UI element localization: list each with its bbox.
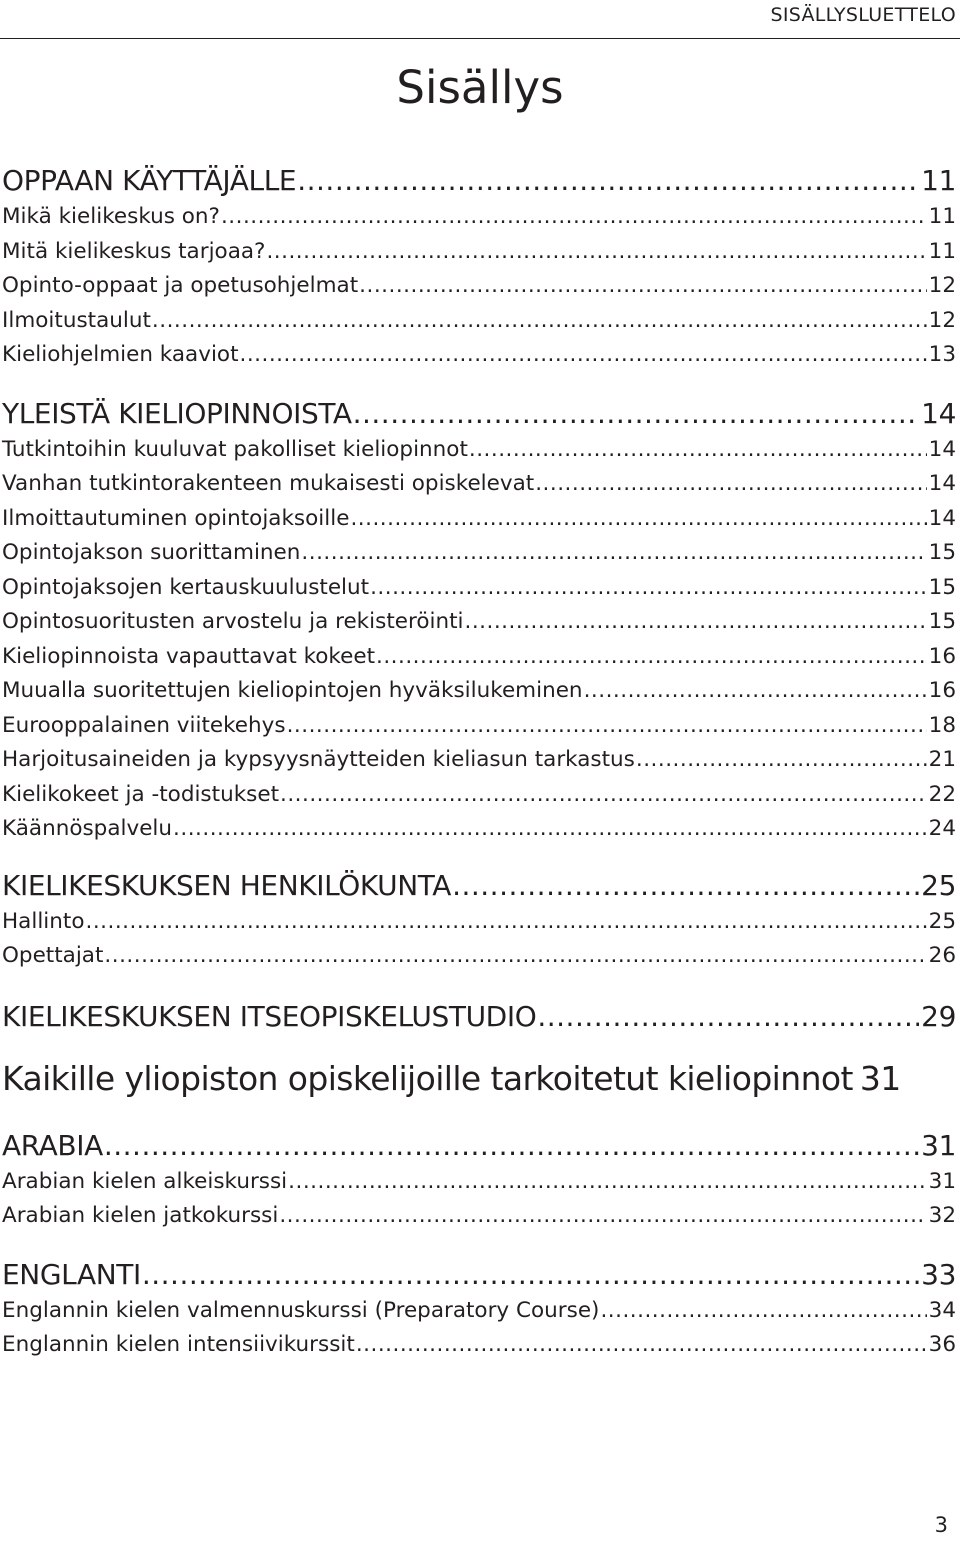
toc-page-number: 14 bbox=[928, 505, 956, 531]
toc-page-number: 16 bbox=[928, 678, 956, 703]
section-spacer bbox=[2, 1036, 956, 1056]
toc-heading-text: ENGLANTI bbox=[2, 1257, 141, 1291]
leader-dots bbox=[288, 1165, 926, 1200]
section-spacer bbox=[2, 847, 956, 867]
toc-entry[interactable] bbox=[2, 1328, 956, 1363]
toc-entry-text: Vanhan tutkintorakenteen mukaisesti opiskelevat bbox=[2, 471, 535, 496]
leader-dots bbox=[370, 571, 927, 606]
page-title: Sisällys bbox=[396, 61, 564, 114]
leader-dots bbox=[173, 812, 927, 847]
toc-entry[interactable] bbox=[2, 605, 956, 640]
section-spacer bbox=[2, 974, 956, 998]
leader-dots bbox=[142, 1256, 919, 1294]
toc-entry[interactable] bbox=[2, 743, 956, 778]
leader-dots bbox=[376, 640, 927, 675]
toc-entry-text: Hallinto bbox=[2, 908, 85, 934]
leader-dots bbox=[104, 1127, 919, 1165]
toc-entry-text: Opinto-oppaat ja opetusohjelmat bbox=[2, 273, 359, 298]
toc-heading-text: YLEISTÄ KIELIOPINNOISTA bbox=[2, 396, 352, 430]
toc-page-number: 29 bbox=[921, 999, 956, 1033]
toc-entry-text: Eurooppalainen viitekehys bbox=[2, 712, 286, 738]
toc-part-heading[interactable] bbox=[2, 1056, 956, 1102]
leader-dots bbox=[301, 536, 926, 571]
toc-entry[interactable] bbox=[2, 812, 956, 847]
toc-section-oppaan-kayttajalle bbox=[2, 162, 956, 373]
toc-entry[interactable] bbox=[2, 467, 956, 502]
toc-page-number: 14 bbox=[928, 436, 956, 462]
toc-entry-text: Ilmoitustaulut bbox=[2, 307, 151, 333]
toc-entry[interactable] bbox=[2, 1199, 956, 1234]
toc-heading[interactable] bbox=[2, 1256, 956, 1294]
toc-entry[interactable] bbox=[2, 905, 956, 940]
toc-entry-text: Opintojakson suorittaminen bbox=[2, 540, 301, 565]
toc-page-number: 13 bbox=[928, 342, 956, 367]
toc-page-number: 15 bbox=[928, 609, 956, 634]
toc-page-number: 22 bbox=[928, 781, 956, 807]
toc-entry[interactable] bbox=[2, 674, 956, 709]
toc-heading-text: KIELIKESKUKSEN HENKILÖKUNTA bbox=[2, 868, 452, 902]
toc-page-number: 24 bbox=[928, 816, 956, 841]
leader-dots bbox=[584, 674, 927, 709]
toc-entry-text: Tutkintoihin kuuluvat pakolliset kieliopinnot bbox=[2, 436, 468, 462]
leader-dots bbox=[287, 709, 927, 744]
leader-dots bbox=[452, 867, 919, 905]
leader-dots bbox=[221, 200, 927, 235]
toc-page-number: 34 bbox=[928, 1297, 956, 1323]
toc-page-number: 16 bbox=[928, 643, 956, 669]
toc-section-henkilokunta bbox=[2, 867, 956, 974]
toc-heading[interactable] bbox=[2, 162, 956, 200]
leader-dots bbox=[636, 743, 927, 778]
toc-entry[interactable] bbox=[2, 1294, 956, 1329]
toc-entry[interactable] bbox=[2, 778, 956, 813]
toc-page-number: 12 bbox=[928, 307, 956, 333]
leader-dots bbox=[152, 304, 927, 339]
toc-entry[interactable] bbox=[2, 709, 956, 744]
toc-page-number: 15 bbox=[928, 574, 956, 600]
toc-entry-text: Englannin kielen valmennuskurssi (Preparatory Course) bbox=[2, 1297, 600, 1323]
section-spacer bbox=[2, 1102, 956, 1127]
leader-dots bbox=[279, 1199, 926, 1234]
toc-heading-text: ARABIA bbox=[2, 1128, 103, 1162]
page-number: 3 bbox=[934, 1513, 948, 1537]
leader-dots bbox=[104, 939, 926, 974]
section-spacer bbox=[2, 373, 956, 395]
toc-heading[interactable] bbox=[2, 1127, 956, 1165]
toc-page-number: 11 bbox=[928, 238, 956, 264]
leader-dots bbox=[465, 605, 927, 640]
toc-entry-text: Ilmoittautuminen opintojaksoille bbox=[2, 505, 350, 531]
toc-page-number: 14 bbox=[921, 396, 956, 430]
toc-entry-text: Opintojaksojen kertauskuulustelut bbox=[2, 574, 370, 600]
toc-page-number: 25 bbox=[921, 868, 956, 902]
toc-entry-text: Mikä kielikeskus on? bbox=[2, 204, 220, 229]
toc-page-number: 26 bbox=[928, 943, 956, 968]
leader-dots bbox=[240, 338, 927, 373]
toc-entry-text: Kieliohjelmien kaaviot bbox=[2, 342, 239, 367]
toc-page-number: 11 bbox=[921, 164, 956, 197]
leader-dots bbox=[280, 778, 927, 813]
toc-entry-text: Harjoitusaineiden ja kypsyysnäytteiden kieliasun tarkastus bbox=[2, 747, 635, 772]
toc-entry[interactable] bbox=[2, 433, 956, 468]
toc-section-englanti bbox=[2, 1256, 956, 1363]
toc-entry-text: Mitä kielikeskus tarjoaa? bbox=[2, 238, 266, 264]
toc-entry[interactable] bbox=[2, 536, 956, 571]
table-of-contents bbox=[2, 162, 956, 1363]
toc-entry[interactable] bbox=[2, 502, 956, 537]
toc-entry-text: Muualla suoritettujen kieliopintojen hyväksilukeminen bbox=[2, 678, 583, 703]
toc-entry[interactable] bbox=[2, 1165, 956, 1200]
toc-entry-text: Kielikokeet ja -todistukset bbox=[2, 781, 280, 807]
running-head: SISÄLLYSLUETTELO bbox=[770, 4, 956, 26]
leader-dots bbox=[359, 269, 926, 304]
toc-entry[interactable] bbox=[2, 338, 956, 373]
toc-page-number: 15 bbox=[928, 540, 956, 565]
toc-heading-text: OPPAAN KÄYTTÄJÄLLE bbox=[2, 164, 297, 197]
toc-entry[interactable] bbox=[2, 640, 956, 675]
leader-dots bbox=[356, 1328, 927, 1363]
toc-entry-text: Opettajat bbox=[2, 943, 104, 968]
section-spacer bbox=[2, 1234, 956, 1256]
toc-entry[interactable] bbox=[2, 235, 956, 270]
toc-page-number: 32 bbox=[928, 1203, 956, 1228]
toc-page-number: 18 bbox=[928, 712, 956, 738]
toc-section-itseopiskelustudio bbox=[2, 998, 956, 1036]
toc-entry[interactable] bbox=[2, 304, 956, 339]
leader-dots bbox=[537, 998, 919, 1036]
leader-dots bbox=[297, 162, 919, 200]
toc-entry[interactable] bbox=[2, 200, 956, 235]
toc-entry-text: Käännöspalvelu bbox=[2, 816, 173, 841]
header-rule bbox=[0, 38, 960, 39]
toc-entry-text: Arabian kielen jatkokurssi bbox=[2, 1203, 279, 1228]
leader-dots bbox=[85, 905, 926, 940]
leader-dots bbox=[600, 1294, 926, 1329]
toc-page-number: 14 bbox=[928, 471, 956, 496]
toc-section-arabia bbox=[2, 1127, 956, 1234]
toc-page-number: 33 bbox=[921, 1257, 956, 1291]
toc-page-number: 31 bbox=[928, 1168, 956, 1194]
toc-entry-text: Opintosuoritusten arvostelu ja rekisteröinti bbox=[2, 609, 464, 634]
toc-part bbox=[2, 1056, 956, 1102]
toc-entry-text: Arabian kielen alkeiskurssi bbox=[2, 1168, 288, 1194]
toc-part-text: Kaikille yliopiston opiskelijoille tarkoitetut kieliopinnot bbox=[2, 1058, 853, 1098]
leader-dots bbox=[350, 502, 926, 537]
toc-heading[interactable] bbox=[2, 998, 956, 1036]
leader-dots bbox=[353, 395, 920, 433]
toc-page-number: 36 bbox=[928, 1332, 956, 1357]
toc-heading[interactable] bbox=[2, 395, 956, 433]
leader-dots bbox=[469, 433, 927, 468]
toc-page-number: 21 bbox=[928, 747, 956, 772]
toc-page-number: 31 bbox=[859, 1058, 901, 1098]
toc-heading[interactable] bbox=[2, 867, 956, 905]
toc-entry[interactable] bbox=[2, 269, 956, 304]
toc-page-number: 31 bbox=[921, 1128, 956, 1162]
leader-dots bbox=[535, 467, 926, 502]
toc-page-number: 25 bbox=[928, 908, 956, 934]
toc-page-number: 11 bbox=[928, 204, 956, 229]
toc-heading-text: KIELIKESKUKSEN ITSEOPISKELUSTUDIO bbox=[2, 999, 537, 1033]
leader-dots bbox=[266, 235, 926, 270]
toc-section-yleista-kieliopinnoista bbox=[2, 395, 956, 847]
toc-entry[interactable] bbox=[2, 571, 956, 606]
toc-entry-text: Englannin kielen intensiivikurssit bbox=[2, 1332, 355, 1357]
toc-entry-text: Kieliopinnoista vapauttavat kokeet bbox=[2, 643, 375, 669]
toc-entry[interactable] bbox=[2, 939, 956, 974]
toc-page-number: 12 bbox=[928, 273, 956, 298]
